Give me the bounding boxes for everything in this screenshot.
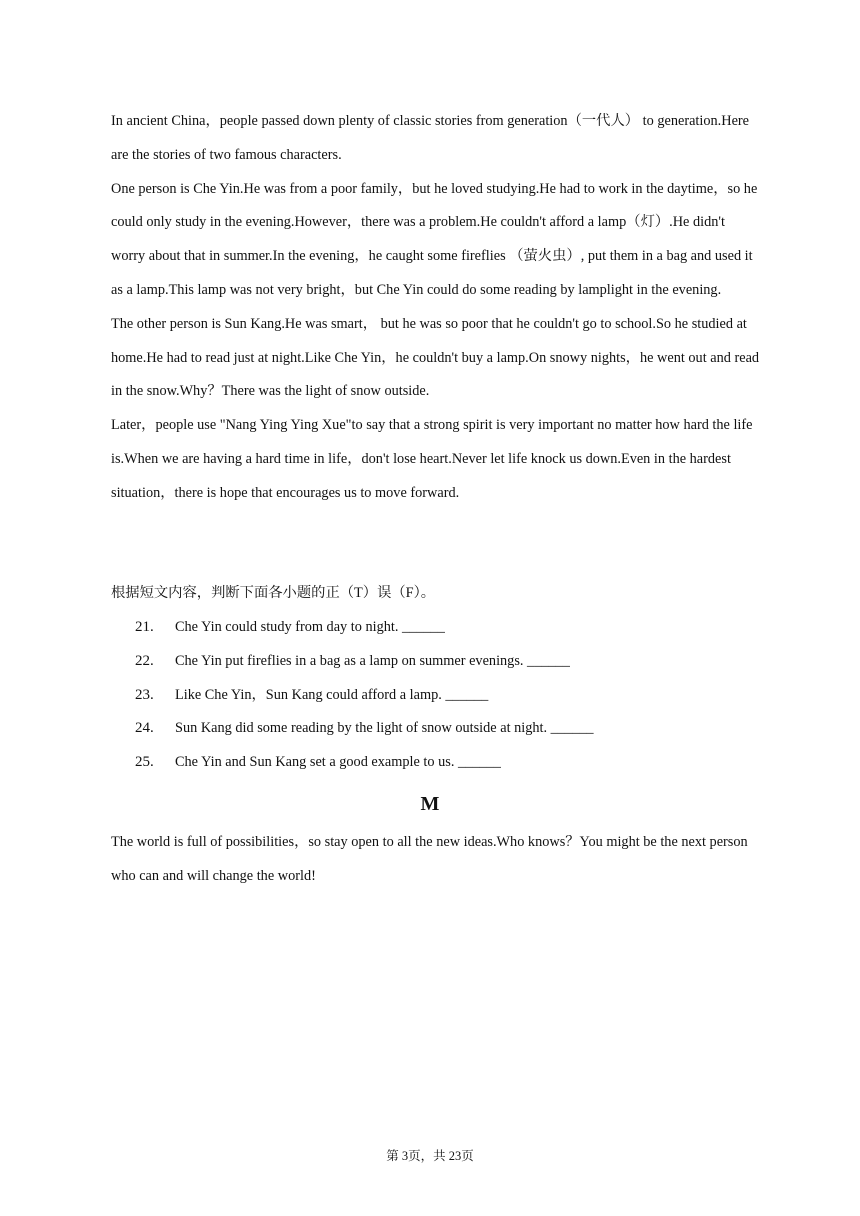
closing-passage [111, 826, 761, 894]
question-number: 25. [135, 754, 154, 771]
question-number: 21. [135, 619, 154, 635]
question-item [111, 611, 761, 645]
passage-paragraph-intro: In ancient China，people passed down plenty of classic stories from generation（一代人） to generation.Here are the stories of two famous characters. [111, 113, 750, 163]
passage-paragraph-conclusion: Later，people use "Nang Ying Ying Xue"to say that a strong spirit is very important no matter how hard the life is.When we are having a hard time in life，don't lose heart.Never let life knock us down.Even in the hardest situation，there is hope that encourages us to move forward. [111, 417, 753, 501]
section-heading: M [420, 793, 440, 815]
question-text: Che Yin and Sun Kang set a good example to us. ______ [175, 754, 501, 771]
question-text: Che Yin could study from day to night. ______ [175, 619, 445, 635]
page-footer: 第 3页，共 23页 [386, 1149, 474, 1163]
question-item [111, 712, 761, 746]
question-item [111, 746, 761, 780]
passage-paragraph-che-yin: One person is Che Yin.He was from a poor family，but he loved studying.He had to work in the daytime，so he could only study in the evening.However，there was a problem.He couldn't afford a lamp（灯）.He didn't worry about that in summer.In the evening，he caught some fireflies （萤火虫）, put them in a bag and used it as a lamp.This lamp was not very bright，but Che Yin could do some reading by lamplight in the evening. [111, 180, 758, 298]
question-list [111, 611, 761, 780]
question-number: 22. [135, 652, 154, 669]
question-item [111, 645, 761, 679]
question-text: Like Che Yin，Sun Kang could afford a lamp. ______ [175, 686, 489, 703]
passage-paragraph-sun-kang: The other person is Sun Kang.He was smart， but he was so poor that he couldn't go to school.So he studied at home.He had to read just at night.Like Che Yin，he couldn't buy a lamp.On snowy nights，he went out and read in the snow.Why？There was the light of snow outside. [111, 315, 760, 400]
question-item [111, 679, 761, 713]
closing-paragraph: The world is full of possibilities，so stay open to all the new ideas.Who knows？You might be the next person who can and will change the world! [111, 834, 748, 884]
question-instruction: 根据短文内容，判断下面各小题的正（T）误（F）。 [111, 585, 436, 601]
question-text: Sun Kang did some reading by the light of snow outside at night. ______ [175, 720, 594, 737]
question-number: 24. [135, 720, 154, 737]
question-number: 23. [135, 686, 154, 703]
question-text: Che Yin put fireflies in a bag as a lamp on summer evenings. ______ [175, 652, 570, 669]
reading-passage [111, 105, 761, 511]
